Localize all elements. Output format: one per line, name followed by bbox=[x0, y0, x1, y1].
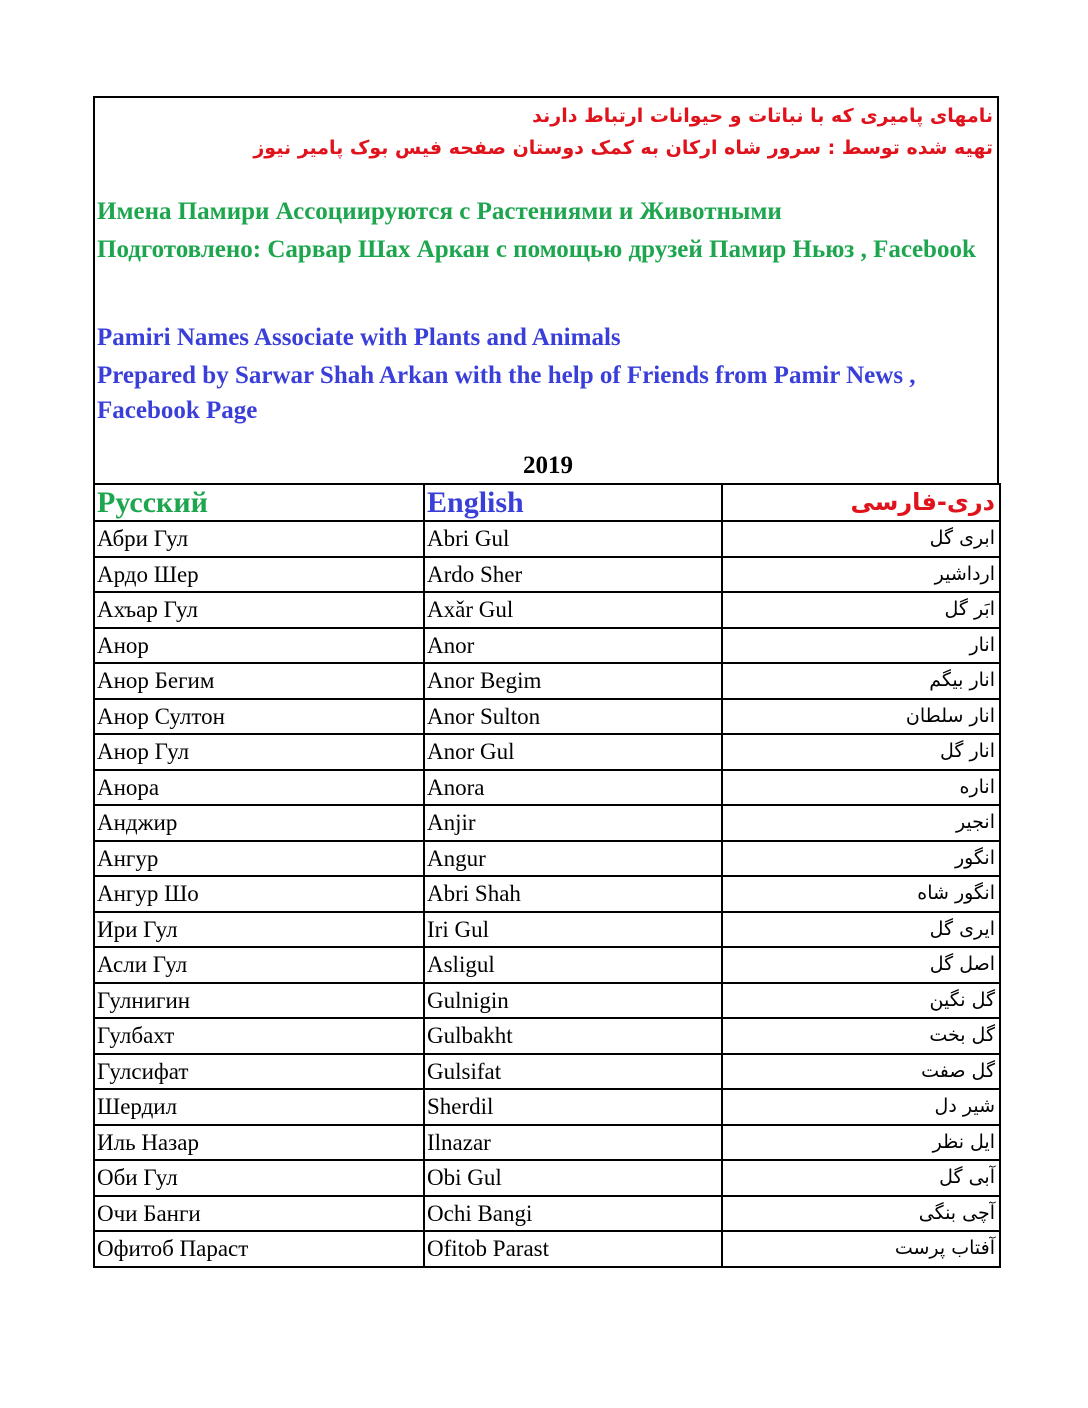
table-row bbox=[94, 592, 1000, 628]
cell-russian: Анор Гул bbox=[94, 734, 424, 770]
english-title: Pamiri Names Associate with Plants and Animals bbox=[97, 324, 621, 351]
table-row bbox=[94, 983, 1000, 1019]
cell-russian: Асли Гул bbox=[94, 947, 424, 983]
cell-english: Ilnazar bbox=[424, 1125, 722, 1161]
english-subtitle: Prepared by Sarwar Shah Arkan with the help of Friends from Pamir News , Facebook Page bbox=[97, 362, 916, 424]
table-row bbox=[94, 912, 1000, 948]
cell-persian: گل صفت bbox=[722, 1054, 1000, 1090]
column-header-russian: Русский bbox=[94, 484, 424, 521]
cell-english: Anora bbox=[424, 770, 722, 806]
cell-persian: انجیر bbox=[722, 805, 1000, 841]
table-row bbox=[94, 1160, 1000, 1196]
cell-russian: Абри Гул bbox=[94, 521, 424, 557]
table-header-row bbox=[94, 484, 1000, 521]
column-header-persian: دری-فارسی bbox=[722, 484, 1000, 521]
cell-persian: گل نگین bbox=[722, 983, 1000, 1019]
cell-english: Anor Sulton bbox=[424, 699, 722, 735]
cell-russian: Иль Назар bbox=[94, 1125, 424, 1161]
cell-english: Axǎr Gul bbox=[424, 592, 722, 628]
cell-russian: Ардо Шер bbox=[94, 557, 424, 593]
table-row bbox=[94, 1196, 1000, 1232]
russian-title: Имена Памири Ассоциируются с Растениями и Животными bbox=[97, 198, 782, 225]
document-page bbox=[93, 96, 999, 1268]
table-row bbox=[94, 557, 1000, 593]
cell-russian: Гулбахт bbox=[94, 1018, 424, 1054]
cell-persian: گل بخت bbox=[722, 1018, 1000, 1054]
cell-english: Gulsifat bbox=[424, 1054, 722, 1090]
persian-heading bbox=[253, 100, 993, 164]
cell-english: Ochi Bangi bbox=[424, 1196, 722, 1232]
persian-subtitle: تهیه شده توسط : سرور شاه ارکان به کمک دوستان صفحه فیس بوک پامیر نیوز bbox=[253, 137, 993, 159]
table-row bbox=[94, 699, 1000, 735]
cell-russian: Анджир bbox=[94, 805, 424, 841]
cell-english: Anor Begim bbox=[424, 663, 722, 699]
cell-english: Anor Gul bbox=[424, 734, 722, 770]
cell-english: Sherdil bbox=[424, 1089, 722, 1125]
cell-english: Angur bbox=[424, 841, 722, 877]
cell-russian: Анор Бегим bbox=[94, 663, 424, 699]
cell-russian: Ангур Шо bbox=[94, 876, 424, 912]
cell-persian: اصل گل bbox=[722, 947, 1000, 983]
cell-persian: اناره bbox=[722, 770, 1000, 806]
cell-russian: Гулнигин bbox=[94, 983, 424, 1019]
cell-persian: انار بیگم bbox=[722, 663, 1000, 699]
cell-persian: انار گل bbox=[722, 734, 1000, 770]
cell-russian: Оби Гул bbox=[94, 1160, 424, 1196]
cell-english: Obi Gul bbox=[424, 1160, 722, 1196]
cell-russian: Очи Банги bbox=[94, 1196, 424, 1232]
table-row bbox=[94, 663, 1000, 699]
cell-persian: ایری گل bbox=[722, 912, 1000, 948]
table-row bbox=[94, 1018, 1000, 1054]
cell-english: Anor bbox=[424, 628, 722, 664]
cell-persian: انگور شاه bbox=[722, 876, 1000, 912]
header-box bbox=[93, 96, 999, 483]
table-row bbox=[94, 1125, 1000, 1161]
cell-russian: Ахъар Гул bbox=[94, 592, 424, 628]
english-heading bbox=[97, 320, 987, 428]
table-row bbox=[94, 1231, 1000, 1267]
cell-russian: Анор Султон bbox=[94, 699, 424, 735]
cell-russian: Шердил bbox=[94, 1089, 424, 1125]
cell-persian: ابری گل bbox=[722, 521, 1000, 557]
table-row bbox=[94, 521, 1000, 557]
cell-persian: ابَر گل bbox=[722, 592, 1000, 628]
cell-russian: Ангур bbox=[94, 841, 424, 877]
cell-russian: Анора bbox=[94, 770, 424, 806]
cell-persian: انار bbox=[722, 628, 1000, 664]
cell-english: Abri Gul bbox=[424, 521, 722, 557]
year-label: 2019 bbox=[523, 452, 573, 479]
cell-russian: Ири Гул bbox=[94, 912, 424, 948]
cell-persian: ایل نظر bbox=[722, 1125, 1000, 1161]
table-row bbox=[94, 1054, 1000, 1090]
names-table bbox=[93, 483, 1001, 1268]
cell-russian: Гулсифат bbox=[94, 1054, 424, 1090]
cell-english: Iri Gul bbox=[424, 912, 722, 948]
cell-russian: Анор bbox=[94, 628, 424, 664]
column-header-english: English bbox=[424, 484, 722, 521]
table-row bbox=[94, 628, 1000, 664]
table-row bbox=[94, 1089, 1000, 1125]
cell-english: Gulbakht bbox=[424, 1018, 722, 1054]
cell-persian: ارداشیر bbox=[722, 557, 1000, 593]
cell-english: Gulnigin bbox=[424, 983, 722, 1019]
cell-english: Abri Shah bbox=[424, 876, 722, 912]
cell-persian: آبی گل bbox=[722, 1160, 1000, 1196]
cell-english: Ofitob Parast bbox=[424, 1231, 722, 1267]
cell-english: Ardo Sher bbox=[424, 557, 722, 593]
cell-persian: انار سلطان bbox=[722, 699, 1000, 735]
table-row bbox=[94, 805, 1000, 841]
cell-english: Asligul bbox=[424, 947, 722, 983]
cell-english: Anjir bbox=[424, 805, 722, 841]
russian-subtitle: Подготовлено: Сарвар Шах Аркан с помощью друзей Памир Ньюз , Facebook bbox=[97, 236, 976, 263]
cell-persian: شیر دل bbox=[722, 1089, 1000, 1125]
cell-persian: آچی بنگی bbox=[722, 1196, 1000, 1232]
table-row bbox=[94, 947, 1000, 983]
table-row bbox=[94, 841, 1000, 877]
russian-heading bbox=[97, 194, 987, 267]
table-row bbox=[94, 876, 1000, 912]
persian-title: نامهای پامیری که با نباتات و حیوانات ارتباط دارند bbox=[532, 105, 993, 127]
cell-russian: Офитоб Параст bbox=[94, 1231, 424, 1267]
cell-persian: آفتاب پرست bbox=[722, 1231, 1000, 1267]
table-row bbox=[94, 770, 1000, 806]
cell-persian: انگور bbox=[722, 841, 1000, 877]
table-row bbox=[94, 734, 1000, 770]
